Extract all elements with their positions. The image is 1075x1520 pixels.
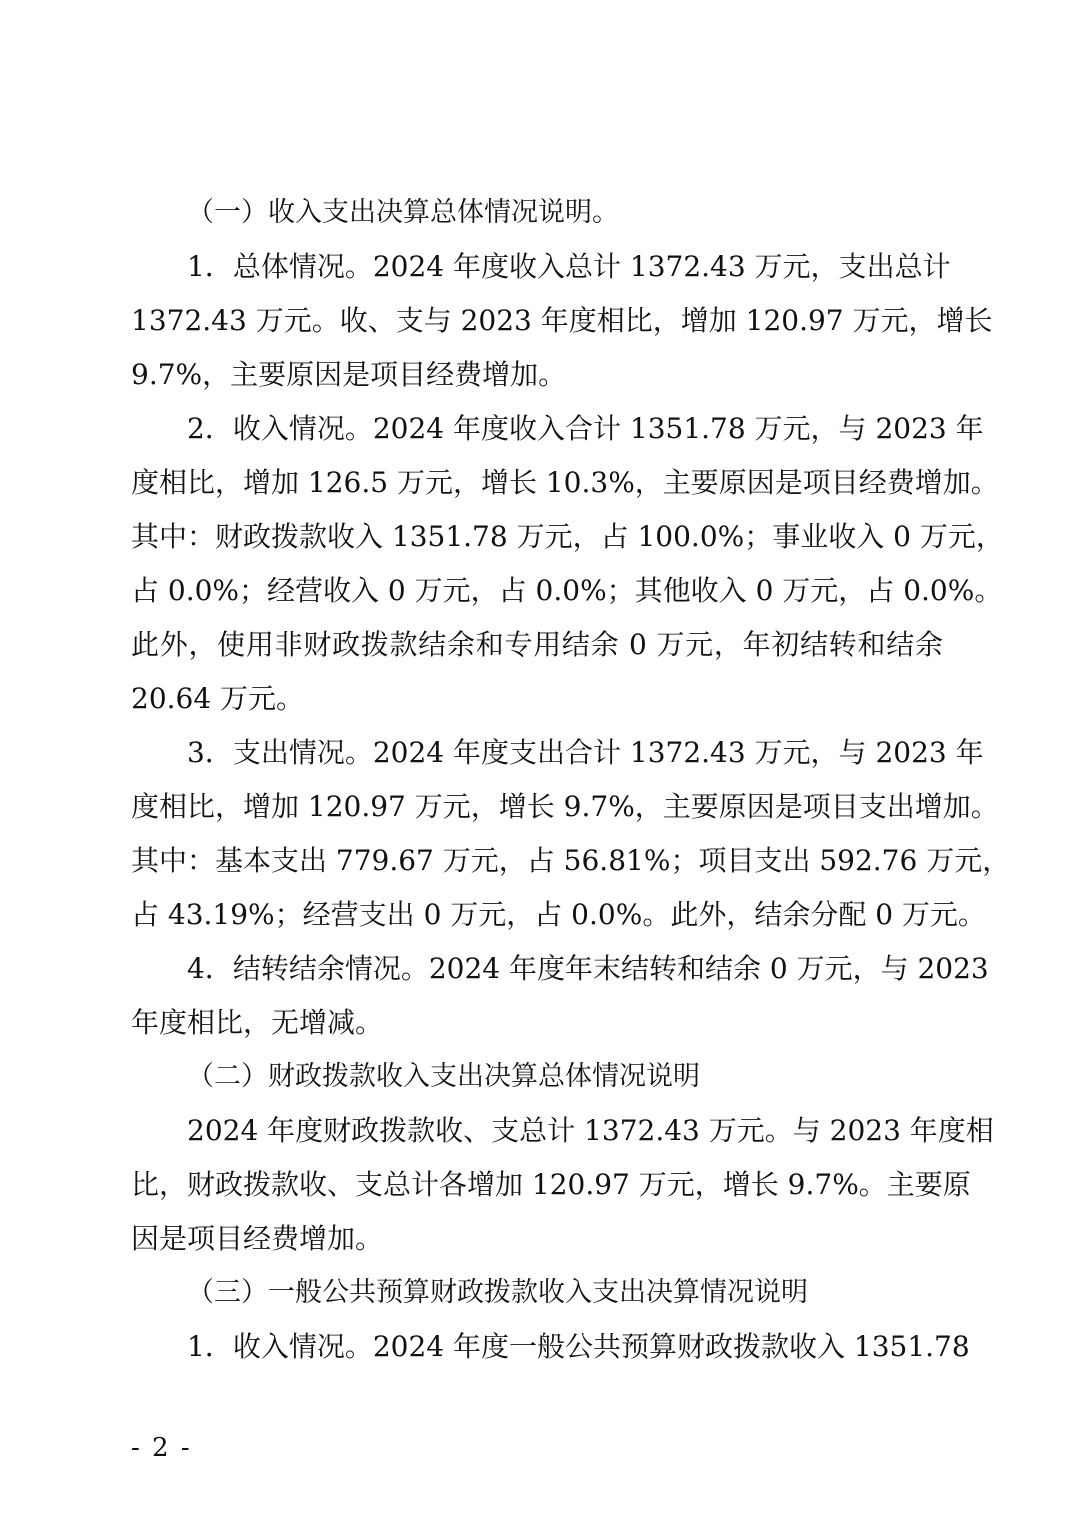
paragraph-line: 4．结转结余情况。2024 年度年末结转和结余 0 万元，与 2023 <box>187 952 989 985</box>
paragraph-line: 3．支出情况。2024 年度支出合计 1372.43 万元，与 2023 年 <box>187 736 984 769</box>
paragraph-line: 1．总体情况。2024 年度收入总计 1372.43 万元，支出总计 <box>187 250 951 283</box>
section-heading-1: （一）收入支出决算总体情况说明。 <box>187 197 619 228</box>
paragraph-line: 此外，使用非财政拨款结余和专用结余 0 万元，年初结转和结余 <box>131 628 943 661</box>
paragraph-line: 比，财政拨款收、支总计各增加 120.97 万元，增长 9.7%。主要原 <box>131 1168 971 1201</box>
paragraph-line: 占 0.0%；经营收入 0 万元，占 0.0%；其他收入 0 万元，占 0.0%。 <box>131 574 1003 607</box>
paragraph-line: 2024 年度财政拨款收、支总计 1372.43 万元。与 2023 年度相 <box>187 1114 994 1147</box>
document-body <box>131 186 1011 1374</box>
paragraph-line: 占 43.19%；经营支出 0 万元，占 0.0%。此外，结余分配 0 万元。 <box>131 898 986 931</box>
paragraph-line: 9.7%，主要原因是项目经费增加。 <box>131 358 567 391</box>
paragraph-line: 1372.43 万元。收、支与 2023 年度相比，增加 120.97 万元，增长 <box>131 304 993 337</box>
paragraph-line: 20.64 万元。 <box>131 682 305 715</box>
paragraph-line: 1．收入情况。2024 年度一般公共预算财政拨款收入 1351.78 <box>187 1330 970 1363</box>
paragraph-line: 因是项目经费增加。 <box>131 1222 384 1255</box>
paragraph-line: 其中：财政拨款收入 1351.78 万元，占 100.0%；事业收入 0 万元， <box>131 520 1004 553</box>
paragraph-line: 2．收入情况。2024 年度收入合计 1351.78 万元，与 2023 年 <box>187 412 984 445</box>
page-number: - 2 - <box>131 1433 192 1463</box>
section-heading-2: （二）财政拨款收入支出决算总体情况说明 <box>187 1061 700 1092</box>
paragraph-line: 年度相比，无增减。 <box>131 1006 384 1039</box>
section-heading-3: （三）一般公共预算财政拨款收入支出决算情况说明 <box>187 1277 808 1308</box>
paragraph-line: 度相比，增加 126.5 万元，增长 10.3%，主要原因是项目经费增加。 <box>131 466 999 499</box>
paragraph-line: 其中：基本支出 779.67 万元，占 56.81%；项目支出 592.76 万元， <box>131 844 1011 877</box>
paragraph-line: 度相比，增加 120.97 万元，增长 9.7%，主要原因是项目支出增加。 <box>131 790 999 823</box>
